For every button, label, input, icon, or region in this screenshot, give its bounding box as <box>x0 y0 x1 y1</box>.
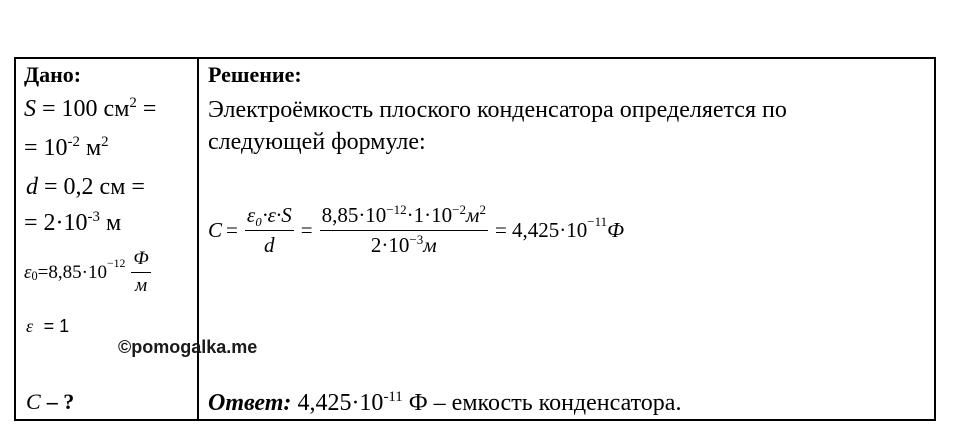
answer-label: Ответ: <box>208 390 292 416</box>
epsilon0-symbol: ε <box>24 261 32 283</box>
solution-header: Решение: <box>208 62 302 87</box>
fraction-2-den-value: 2·10 <box>370 233 410 257</box>
formula-fraction-2 <box>320 203 488 258</box>
epsilon-value: = 1 <box>43 316 70 336</box>
given-epsilon <box>26 316 69 337</box>
formula-eq-1: = <box>226 218 238 242</box>
fraction-2-num-area: ·1·10 <box>406 203 453 227</box>
area-eq: = <box>136 96 157 122</box>
distance-value: = 0,2 см = <box>38 174 145 200</box>
area-symbol: S <box>24 96 36 122</box>
capacitance-formula <box>208 203 624 258</box>
distance-symbol: d <box>26 174 38 200</box>
answer-exponent: -11 <box>383 388 403 405</box>
epsilon-symbol: ε <box>26 316 34 336</box>
distance-si-value: = 2·10 <box>24 210 88 236</box>
area-value: = 100 см <box>36 96 130 122</box>
formula-eq-2: = <box>300 218 313 242</box>
distance-si-unit: м <box>99 210 122 236</box>
given-area-line1 <box>24 96 156 123</box>
fraction-2-num-coef: 8,85·10 <box>321 203 387 227</box>
epsilon0-unit <box>131 248 150 297</box>
area-si-unit: м <box>79 135 102 161</box>
column-divider <box>197 57 199 421</box>
find-symbol: C <box>26 389 41 414</box>
formula-result-unit: Ф <box>607 218 625 242</box>
intro-line-1: Электроёмкость плоского конденсатора определяется по <box>208 97 787 123</box>
given-distance-line1 <box>26 174 145 201</box>
epsilon0-unit-num: Ф <box>131 248 150 273</box>
epsilon0-value: =8,85·10 <box>37 261 107 283</box>
epsilon0-subscript: 0 <box>31 268 38 283</box>
watermark: ©pomogalka.me <box>118 337 258 357</box>
distance-si-exponent: -3 <box>87 208 100 225</box>
given-header: Дано: <box>24 62 82 87</box>
area-exponent: 2 <box>129 94 137 111</box>
formula-c: C <box>208 218 223 242</box>
fraction-2-num-area-exp: −2 <box>452 201 467 217</box>
given-find <box>26 389 74 415</box>
formula-fraction-1-num: ε₀·ε·S <box>245 203 294 231</box>
given-epsilon0 <box>24 248 154 297</box>
area-si-unit-exponent: 2 <box>101 133 109 150</box>
formula-result-exp: −11 <box>587 214 608 230</box>
find-question: – ? <box>46 389 75 414</box>
formula-fraction-2-den <box>320 231 488 258</box>
fraction-2-num-unit-exp: 2 <box>479 201 486 217</box>
formula-fraction-1-den: d <box>264 233 275 257</box>
intro-line-2: следующей формуле: <box>208 129 426 155</box>
fraction-2-num-coef-exp: −12 <box>386 201 407 217</box>
given-distance-line2 <box>24 210 121 237</box>
epsilon0-exponent: −12 <box>106 257 126 271</box>
formula-fraction-2-num <box>320 203 488 231</box>
answer-value: 4,425·10 <box>291 390 384 416</box>
answer-line <box>208 390 681 417</box>
formula-result: = 4,425·10 <box>494 218 588 242</box>
fraction-2-num-unit: м <box>466 203 480 227</box>
fraction-2-den-exp: −3 <box>409 231 424 247</box>
formula-fraction-1 <box>245 203 294 258</box>
answer-text: Ф – емкость конденсатора. <box>402 390 682 416</box>
area-si-exponent: -2 <box>67 133 80 150</box>
epsilon0-unit-den: м <box>134 275 148 296</box>
fraction-2-den-unit: м <box>423 233 437 257</box>
given-area-line2 <box>24 135 109 162</box>
area-si-value: = 10 <box>24 135 68 161</box>
